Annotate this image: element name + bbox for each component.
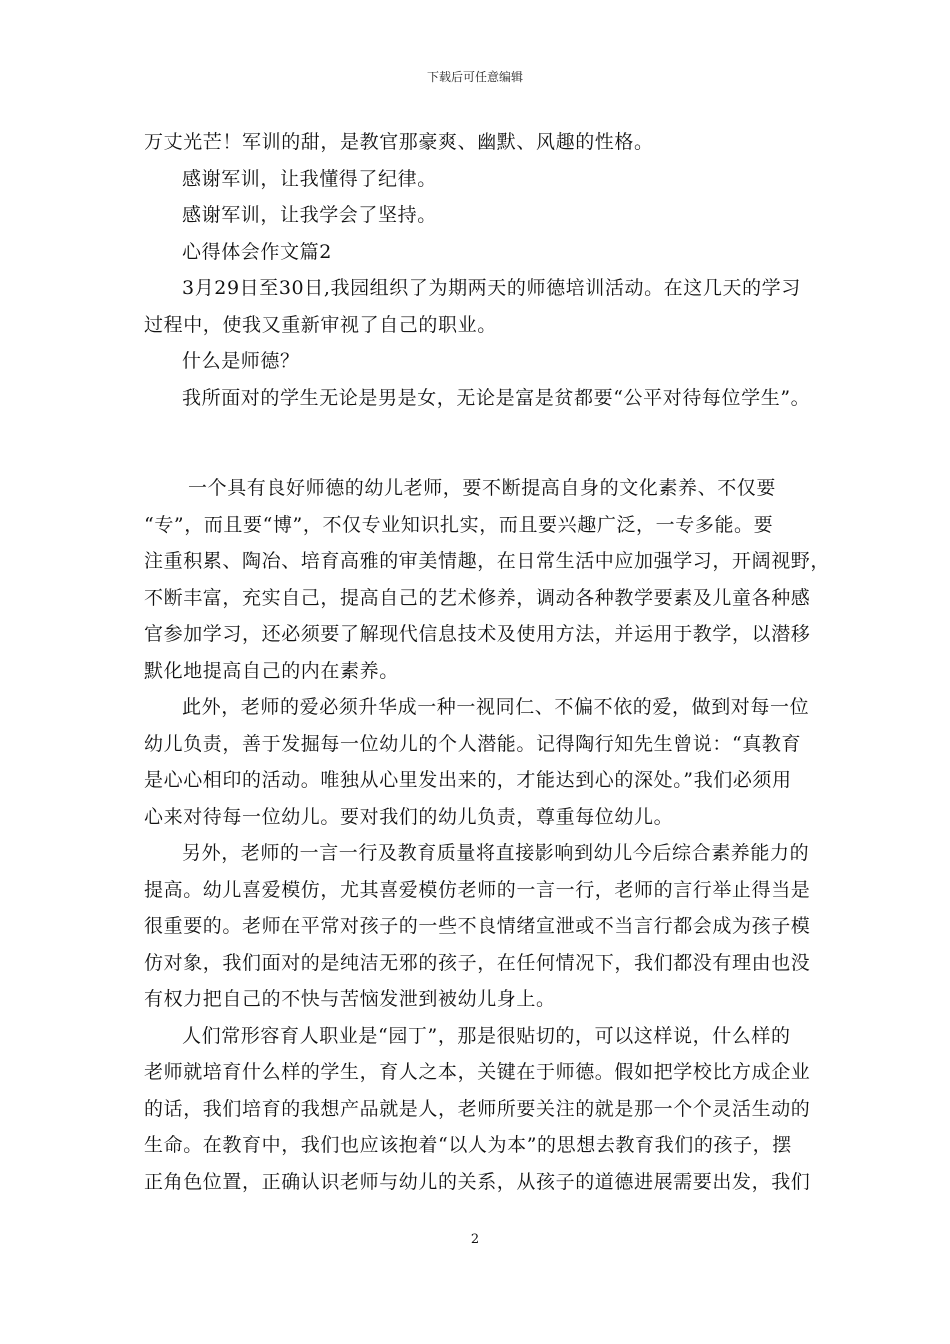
- text-line: 有权力把自己的不快与苦恼发泄到被幼儿身上。: [144, 988, 556, 1010]
- text-line: 默化地提高自己的内在素养。: [144, 659, 399, 682]
- text-line: 过程中，使我又重新审视了自己的职业。: [144, 313, 497, 336]
- text-line: 人们常形容育人职业是“园丁”，那是很贴切的，可以这样说，什么样的: [182, 1024, 791, 1047]
- text-line: 3月29日至30日,我园组织了为期两天的师德培训活动。在这几天的学习: [182, 277, 801, 299]
- text-line: 不断丰富，充实自己，提高自己的艺术修养，调动各种教学要素及儿童各种感: [144, 586, 811, 609]
- text-line: 官参加学习，还必须要了解现代信息技术及使用方法，并运用于教学，以潜移: [144, 623, 811, 645]
- text-line: 很重要的。老师在平常对孩子的一些不良情绪宣泄或不当言行都会成为孩子模: [144, 915, 811, 937]
- text-block-after-gap: [144, 470, 831, 1200]
- text-line: 心来对待每一位幼儿。要对我们的幼儿负责，尊重每位幼儿。: [144, 805, 674, 828]
- page-number: 2: [470, 1232, 480, 1247]
- text-line: 仿对象，我们面对的是纯洁无邪的孩子，在任何情况下，我们都没有理由也没: [144, 951, 811, 974]
- text-line: 什么是师德？: [182, 350, 300, 372]
- text-line: 感谢军训，让我懂得了纪律。: [182, 167, 437, 190]
- text-line: 老师就培育什么样的学生，育人之本，关键在于师德。假如把学校比方成企业: [144, 1061, 811, 1083]
- text-line: 的话，我们培育的我想产品就是人，老师所要关注的就是那一个个灵活生动的: [144, 1097, 811, 1120]
- text-line: 正角色位置，正确认识老师与幼儿的关系，从孩子的道德进展需要出发，我们: [144, 1170, 811, 1193]
- text-line: 生命。在教育中，我们也应该抱着“以人为本”的思想去教育我们的孩子，摆: [144, 1134, 792, 1156]
- text-line: 感谢军训，让我学会了坚持。: [182, 204, 437, 226]
- text-line: 一个具有良好师德的幼儿老师，要不断提高自身的文化素养、不仅要: [188, 477, 777, 499]
- text-line: 万丈光芒！军训的甜，是教官那豪爽、幽默、风趣的性格。: [144, 131, 654, 153]
- text-line: 我所面对的学生无论是男是女，无论是富是贫都要“公平对待每位学生”。: [182, 386, 811, 409]
- text-line: 另外，老师的一言一行及教育质量将直接影响到幼儿今后综合素养能力的: [182, 842, 810, 864]
- text-line: 提高。幼儿喜爱模仿，尤其喜爱模仿老师的一言一行，老师的言行举止得当是: [144, 878, 811, 901]
- text-line: 幼儿负责，善于发掘每一位幼儿的个人潜能。记得陶行知先生曾说：“真教育: [144, 732, 802, 755]
- page-header-note: 下载后可任意编辑: [426, 70, 523, 84]
- text-line: 注重积累、陶冶、培育高雅的审美情趣，在日常生活中应加强学习，开阔视野，: [144, 550, 831, 572]
- paragraph-gap: [144, 416, 819, 470]
- document-body: [144, 124, 831, 1200]
- text-line: 此外，老师的爱必须升华成一种一视同仁、不偏不依的爱，做到对每一位: [182, 696, 810, 718]
- text-block-before-gap: [144, 124, 819, 416]
- text-line: 心得体会作文篇2: [182, 240, 332, 263]
- text-line: 是心心相印的活动。唯独从心里发出来的，才能达到心的深处。”我们必须用: [144, 769, 792, 791]
- text-line: “专”，而且要“博”，不仅专业知识扎实，而且要兴趣广泛，一专多能。要: [144, 513, 774, 536]
